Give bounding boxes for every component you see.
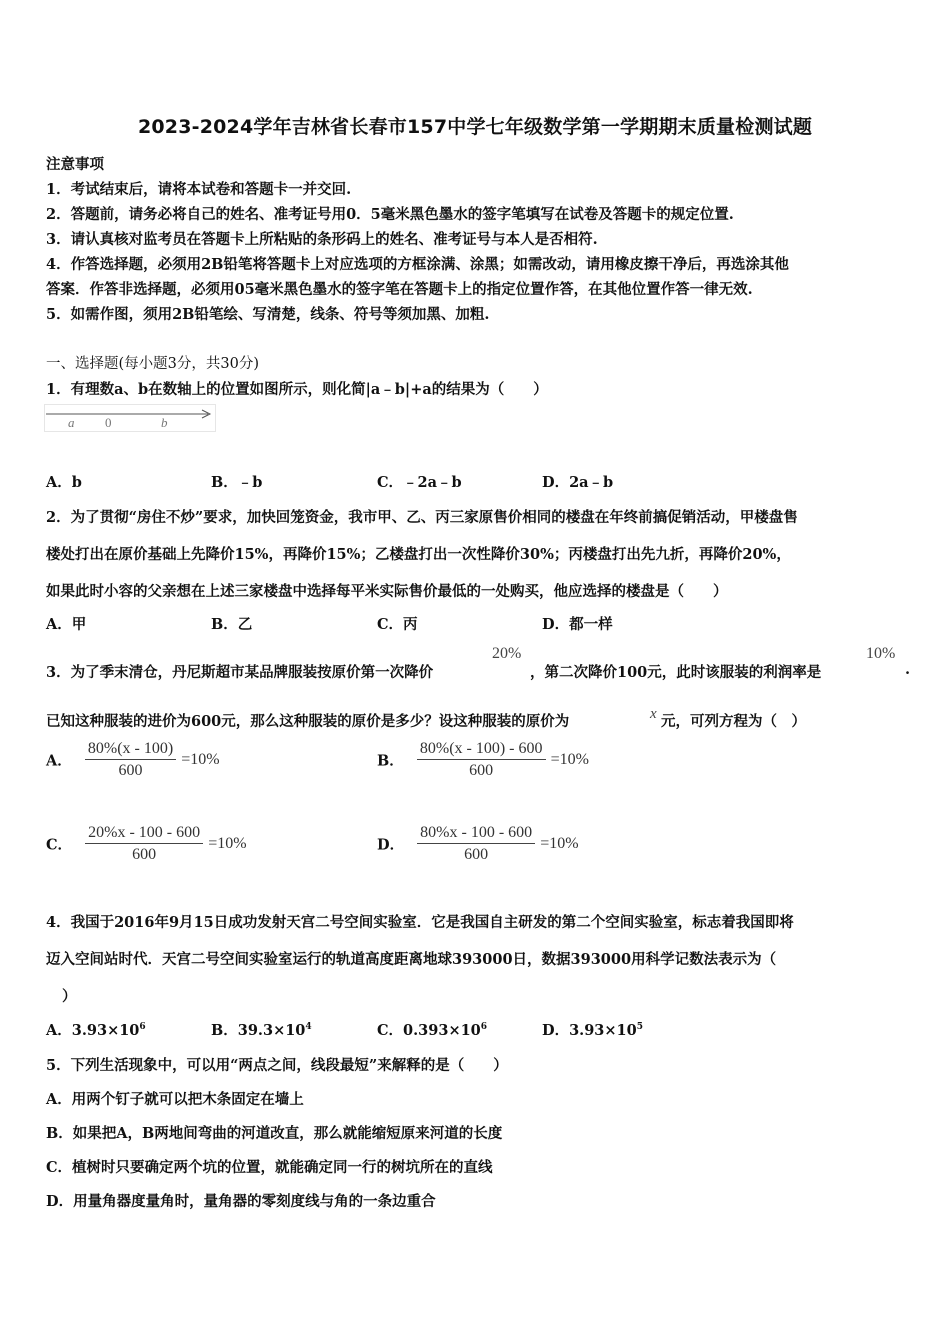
q1-option-a: A．b — [46, 474, 82, 491]
q3-option-c-fraction — [85, 824, 203, 864]
note-item: 2．答题前，请务必将自己的姓名、准考证号用0．5毫米黑色墨水的签字笔填写在试卷及答题卡的规定位置. — [46, 206, 734, 223]
q4-option-c — [377, 1019, 487, 1040]
fraction-rhs: =10% — [208, 835, 247, 852]
fraction-numerator: 80%(x - 100) — [85, 740, 176, 760]
note-item: 5．如需作图，须用2B铅笔绘、写清楚，线条、符号等须加黑、加粗. — [46, 306, 490, 323]
q4-option-a — [46, 1019, 146, 1040]
q1-option-d: D．2a﹣b — [542, 474, 614, 491]
q5-option-c: C．植树时只要确定两个坑的位置，就能确定同一行的树坑所在的直线 — [46, 1159, 493, 1176]
q1-option-c: C．﹣2a﹣b — [377, 474, 462, 491]
option-base: C．0.393×10 — [377, 1022, 481, 1039]
question-4-line: 迈入空间站时代．天宫二号空间实验室运行的轨道高度距离地球393000日，数据393000用科学记数法表示为（ — [46, 951, 777, 968]
option-exponent: 5 — [636, 1022, 643, 1033]
question-3-line-2a: 已知这种服装的进价为600元，那么这种服装的原价是多少？设这种服装的原价为 — [46, 713, 570, 730]
q3-option-d — [377, 824, 579, 864]
q2-option-b: B．乙 — [211, 616, 253, 633]
number-line-figure — [44, 404, 216, 432]
q1-option-b: B．﹣b — [211, 474, 263, 491]
q3-option-d-label: D． — [377, 836, 405, 854]
q4-option-d — [542, 1019, 643, 1040]
option-exponent: 4 — [305, 1022, 312, 1033]
fraction-denominator: 600 — [118, 762, 143, 779]
question-4-line: ） — [62, 988, 77, 1005]
fraction-numerator: 80%x - 100 - 600 — [417, 824, 535, 844]
q5-option-a: A．用两个钉子就可以把木条固定在墙上 — [46, 1091, 304, 1108]
option-base: D．3.93×10 — [542, 1022, 637, 1039]
fraction-numerator: 20%x - 100 - 600 — [85, 824, 203, 844]
page-title: 2023-2024学年吉林省长春市157中学七年级数学第一学期期末质量检测试题 — [137, 116, 813, 138]
q3-percent-20: 20% — [492, 645, 522, 662]
question-3-period: . — [905, 661, 911, 678]
q3-option-a-label: A． — [46, 752, 72, 770]
fraction-rhs: =10% — [550, 751, 589, 768]
q3-variable-x: x — [650, 706, 657, 722]
q3-option-c-label: C． — [46, 836, 73, 854]
option-exponent: 6 — [139, 1022, 146, 1033]
q4-option-b — [211, 1019, 312, 1040]
fraction-rhs: =10% — [540, 835, 579, 852]
q3-option-a-fraction — [85, 740, 176, 780]
option-base: B．39.3×10 — [211, 1022, 306, 1039]
section-heading: 一、选择题(每小题3分，共30分) — [46, 356, 259, 372]
question-3-line-1a: 3．为了季末清仓，丹尼斯超市某品牌服装按原价第一次降价 — [46, 664, 434, 681]
fraction-denominator: 600 — [464, 846, 489, 863]
fraction-denominator: 600 — [469, 762, 494, 779]
q3-percent-10: 10% — [866, 645, 896, 662]
note-item: 答案．作答非选择题，必须用05毫米黑色墨水的签字笔在答题卡上的指定位置作答，在其他位置作答一律无效. — [46, 281, 753, 298]
question-2-line: 2．为了贯彻“房住不炒”要求，加快回笼资金，我市甲、乙、丙三家原售价相同的楼盘在年终前搞促销活动，甲楼盘售 — [46, 509, 798, 526]
q5-option-d: D．用量角器度量角时，量角器的零刻度线与角的一条边重合 — [46, 1193, 436, 1210]
option-exponent: 6 — [480, 1022, 488, 1033]
fraction-numerator: 80%(x - 100) - 600 — [417, 740, 546, 760]
note-item: 4．作答选择题，必须用2B铅笔将答题卡上对应选项的方框涂满、涂黑；如需改动，请用橡皮擦干净后，再选涂其他 — [46, 256, 789, 273]
option-base: A．3.93×10 — [46, 1022, 140, 1039]
fraction-rhs: =10% — [181, 751, 220, 768]
question-1-stem: 1．有理数a、b在数轴上的位置如图所示，则化简|a﹣b|+a的结果为（ ） — [46, 381, 548, 398]
q2-option-d: D．都一样 — [542, 616, 613, 633]
q3-option-a — [46, 740, 220, 780]
axis-label-b: b — [161, 415, 168, 430]
q3-option-c — [46, 824, 247, 864]
q3-option-d-fraction — [417, 824, 535, 864]
question-5-stem: 5．下列生活现象中，可以用“两点之间，线段最短”来解释的是（ ） — [46, 1057, 508, 1074]
question-3-line-1b: ，第二次降价100元，此时该服装的利润率是 — [530, 664, 822, 681]
note-item: 1．考试结束后，请将本试卷和答题卡一并交回. — [46, 181, 352, 198]
question-4-line: 4．我国于2016年9月15日成功发射天宫二号空间实验室．它是我国自主研发的第二个空间实验室，标志着我国即将 — [46, 914, 794, 931]
q5-option-b: B．如果把A，B两地间弯曲的河道改直，那么就能缩短原来河道的长度 — [46, 1125, 503, 1142]
q2-option-c: C．丙 — [377, 616, 418, 633]
q3-option-b-label: B． — [377, 752, 404, 770]
q3-option-b — [377, 740, 589, 780]
note-item: 3．请认真核对监考员在答题卡上所粘贴的条形码上的姓名、准考证号与本人是否相符. — [46, 231, 598, 248]
q3-option-b-fraction — [417, 740, 546, 780]
axis-label-0: 0 — [105, 415, 112, 430]
fraction-denominator: 600 — [132, 846, 157, 863]
q2-option-a: A．甲 — [46, 616, 87, 633]
axis-label-a: a — [68, 415, 75, 430]
question-3-line-2b: 元，可列方程为（ ） — [661, 713, 806, 730]
question-2-line: 如果此时小容的父亲想在上述三家楼盘中选择每平米实际售价最低的一处购买，他应选择的楼盘是（ ） — [46, 583, 728, 600]
notes-heading: 注意事项 — [46, 156, 104, 173]
question-2-line: 楼处打出在原价基础上先降价15%，再降价15%；乙楼盘打出一次性降价30%；丙楼盘打出先九折，再降价20%， — [46, 546, 791, 563]
